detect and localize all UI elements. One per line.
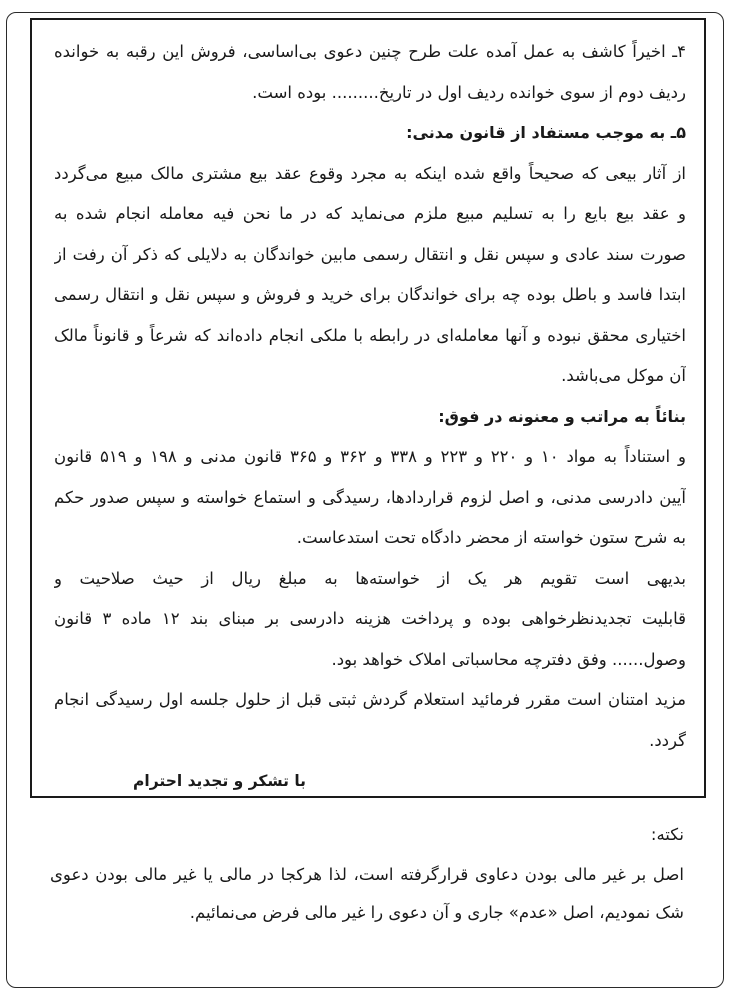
- valuation-line: وصول...... وفق دفترچه محاسباتی املاک خواهد بود.: [331, 649, 686, 669]
- conclusion-line: آیین دادرسی مدنی، و اصل لزوم قراردادها، رسیدگی و استماع خواسته و سپس صدور حکم: [54, 487, 686, 507]
- clause5-line: صورت سند عادی و سپس نقل و انتقال رسمی مابین خواندگان به دلایلی که ذکر آن رفت از: [54, 244, 686, 264]
- conclusion-heading: بنائاً به مراتب و معنونه در فوق:: [438, 406, 686, 426]
- valuation-line: قابلیت تجدیدنظرخواهی بوده و پرداخت هزینه دادرسی بر مبنای بند ۱۲ ماده ۳ قانون: [54, 609, 686, 628]
- clause4-line: ۴ـ اخیراً کاشف به عمل آمده علت طرح چنین دعوی بی‌اساسی، فروش این رقبه به خوانده: [54, 42, 686, 61]
- clause5-line: و عقد بیع بایع را به تسلیم مبیع ملزم می‌نماید که در ما نحن فیه معامله انجام شده به: [54, 204, 686, 223]
- clause4-line: ردیف دوم از سوی خوانده ردیف اول در تاریخ......... بوده است.: [252, 82, 686, 102]
- valuation-line: بدیهی است تقویم هر یک از خواسته‌ها به مبلغ ریال از حیث صلاحیت و: [54, 568, 686, 588]
- clause5-line: اختیاری محقق نبوده و آنها معامله‌ای در رابطه با ملکی انجام داده‌اند که شرعاً و قانوناً مالک: [54, 325, 686, 345]
- note-line: اصل بر غیر مالی بودن دعاوی قرارگرفته است، لذا هرکجا در مالی یا غیر مالی بودن دعوی: [50, 865, 684, 884]
- note-section: [50, 814, 684, 932]
- inquiry-line: گردد.: [649, 730, 686, 750]
- note-title: نکته:: [650, 825, 684, 844]
- clause5-line: آن موکل می‌باشد.: [561, 366, 686, 385]
- clause5-heading: ۵ـ به موجب مستفاد از قانون مدنی:: [406, 123, 686, 142]
- clause5-line: از آثار بیعی که صحیحاً واقع شده اینکه به مجرد وقوع عقد بیع مشتری مالک مبیع می‌گردد: [54, 163, 686, 183]
- inquiry-line: مزید امتنان است مقرر فرمائید استعلام گردش ثبتی قبل از حلول جلسه اول رسیدگی انجام: [54, 690, 686, 709]
- closing-signoff: با تشکر و تجدید احترام: [133, 772, 306, 790]
- petition-box: [30, 18, 706, 798]
- clause5-line: ابتدا فاسد و باطل بوده چه برای خواندگان برای خرید و فروش و سپس نقل و انتقال رسمی: [54, 285, 686, 304]
- conclusion-line: به شرح ستون خواسته از محضر دادگاه تحت استدعاست.: [296, 528, 686, 547]
- note-line: شک نمودیم، اصل «عدم» جاری و آن دعوی را غیر مالی فرض می‌نمائیم.: [189, 903, 684, 922]
- conclusion-line: و استناداً به مواد ۱۰ و ۲۲۰ و ۲۲۳ و ۳۳۸ و ۳۶۲ و ۳۶۵ قانون مدنی و ۱۹۸ و ۵۱۹ قانون: [54, 447, 686, 466]
